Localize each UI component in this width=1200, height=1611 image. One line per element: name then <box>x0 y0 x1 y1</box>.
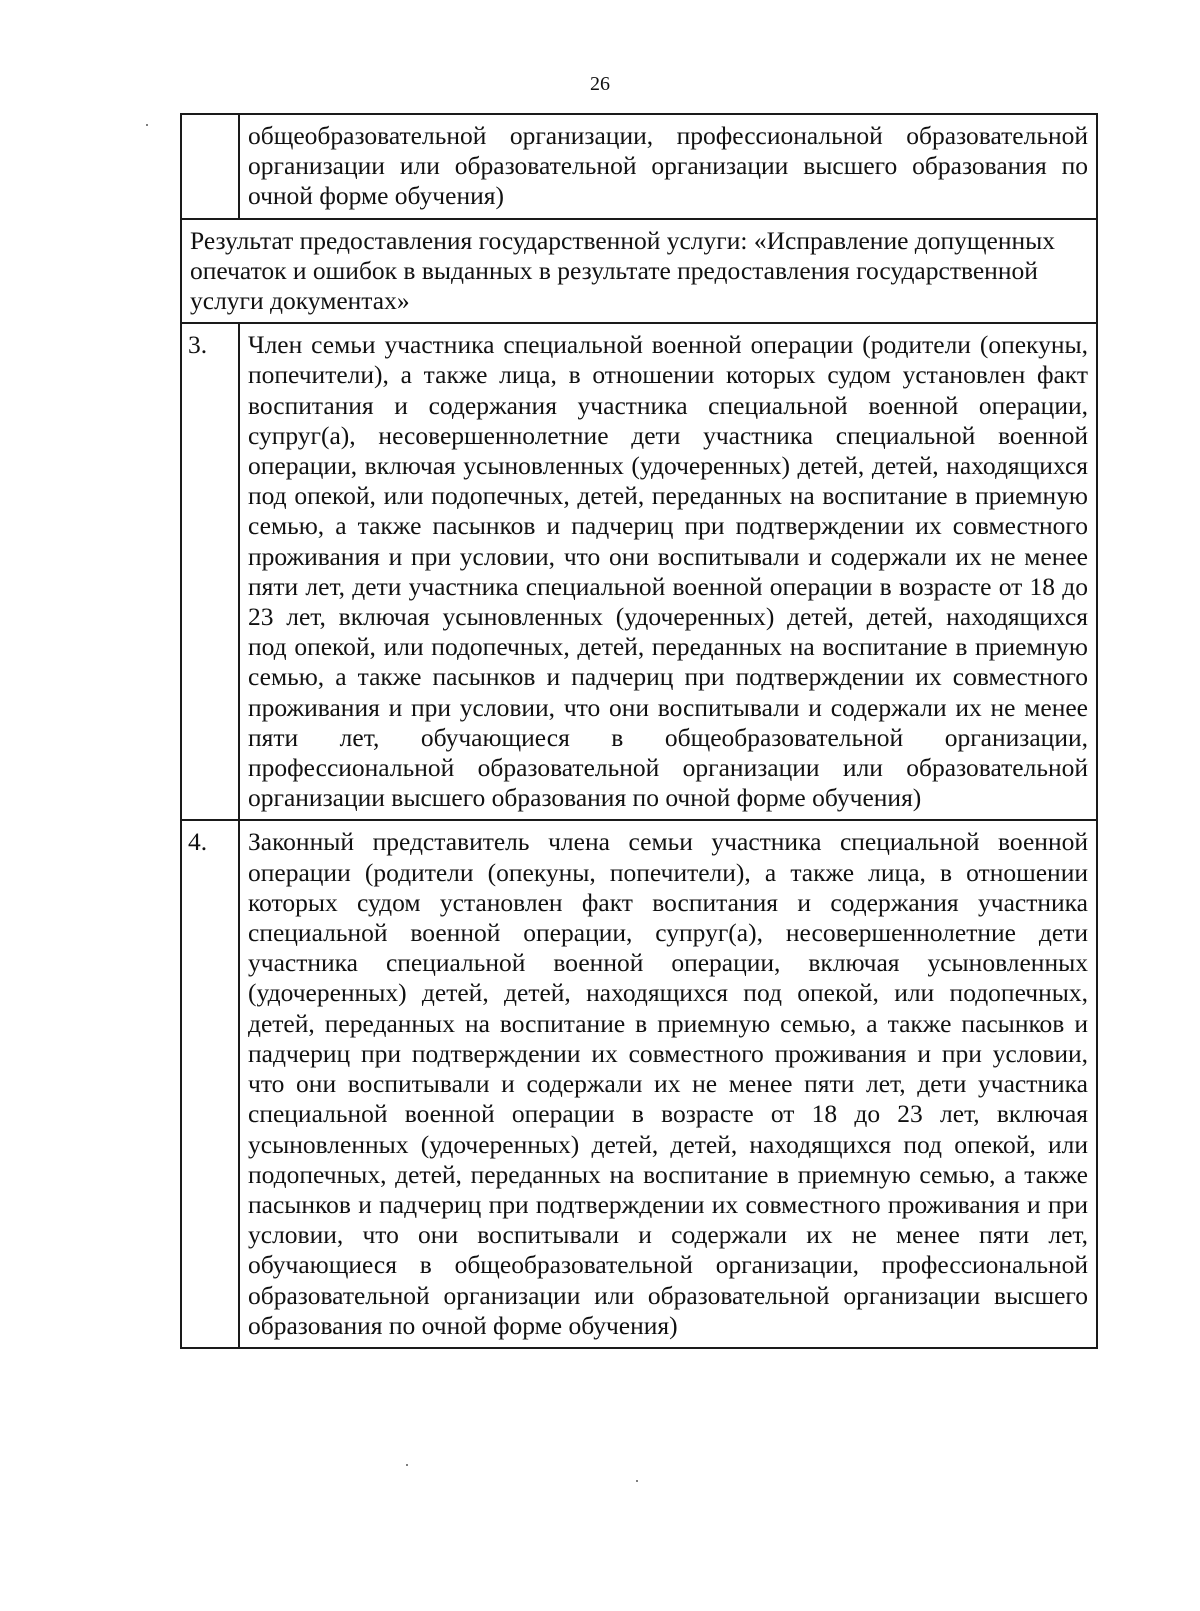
services-table <box>180 113 1098 1349</box>
table-row-result-heading <box>181 219 1097 324</box>
row-number-cell: 3. <box>181 323 239 820</box>
row-number-cell: 4. <box>181 820 239 1347</box>
scan-speck <box>406 1464 408 1466</box>
table-row-4 <box>181 820 1097 1347</box>
result-heading-cell: Результат предоставления государственной услуги: «Исправление допущенных опечаток и ошибок в выданных в результате предоставления государственной услуги документах» <box>181 219 1097 324</box>
page-number: 26 <box>590 73 610 95</box>
row-text-cell: Член семьи участника специальной военной операции (родители (опекуны, попечители), а также лица, в отношении которых судом установлен факт воспитания и содержания участника специальной военной операции, супруг(а), несовершеннолетние дети участника специальной военной операции, включая усыновленных (удочеренных) детей, детей, находящихся под опекой, или подопечных, детей, переданных на воспитание в приемную семью, а также пасынков и падчериц при подтверждении их совместного проживания и при условии, что они воспитывали и содержали их не менее пяти лет, дети участника специальной военной операции в возрасте от 18 до 23 лет, включая усыновленных (удочеренных) детей, детей, находящихся под опекой, или подопечных, детей, переданных на воспитание в приемную семью, а также пасынков и падчериц при подтверждении их совместного проживания и при условии, что они воспитывали и содержали их не менее пяти лет, обучающиеся в общеобразовательной организации, профессиональной образовательной организации или образовательной организации высшего образования по очной форме обучения) <box>239 323 1097 820</box>
scan-speck <box>636 1480 638 1482</box>
row-text-cell: общеобразовательной организации, профессиональной образовательной организации или образовательной организации высшего образования по очной форме обучения) <box>239 114 1097 219</box>
row-number-cell <box>181 114 239 219</box>
scan-speck <box>146 124 148 126</box>
table-row-3 <box>181 323 1097 820</box>
table-row-continuation <box>181 114 1097 219</box>
row-text-cell: Законный представитель члена семьи участника специальной военной операции (родители (опекуны, попечители), а также лица, в отношении которых судом установлен факт воспитания и содержания участника специальной военной операции, супруг(а), несовершеннолетние дети участника специальной военной операции, включая усыновленных (удочеренных) детей, детей, находящихся под опекой, или подопечных, детей, переданных на воспитание в приемную семью, а также пасынков и падчериц при подтверждении их совместного проживания и при условии, что они воспитывали и содержали их не менее пяти лет, дети участника специальной военной операции в возрасте от 18 до 23 лет, включая усыновленных (удочеренных) детей, детей, находящихся под опекой, или подопечных, детей, переданных на воспитание в приемную семью, а также пасынков и падчериц при подтверждении их совместного проживания и при условии, что они воспитывали и содержали их не менее пяти лет, обучающиеся в общеобразовательной организации, профессиональной образовательной организации или образовательной организации высшего образования по очной форме обучения) <box>239 820 1097 1347</box>
